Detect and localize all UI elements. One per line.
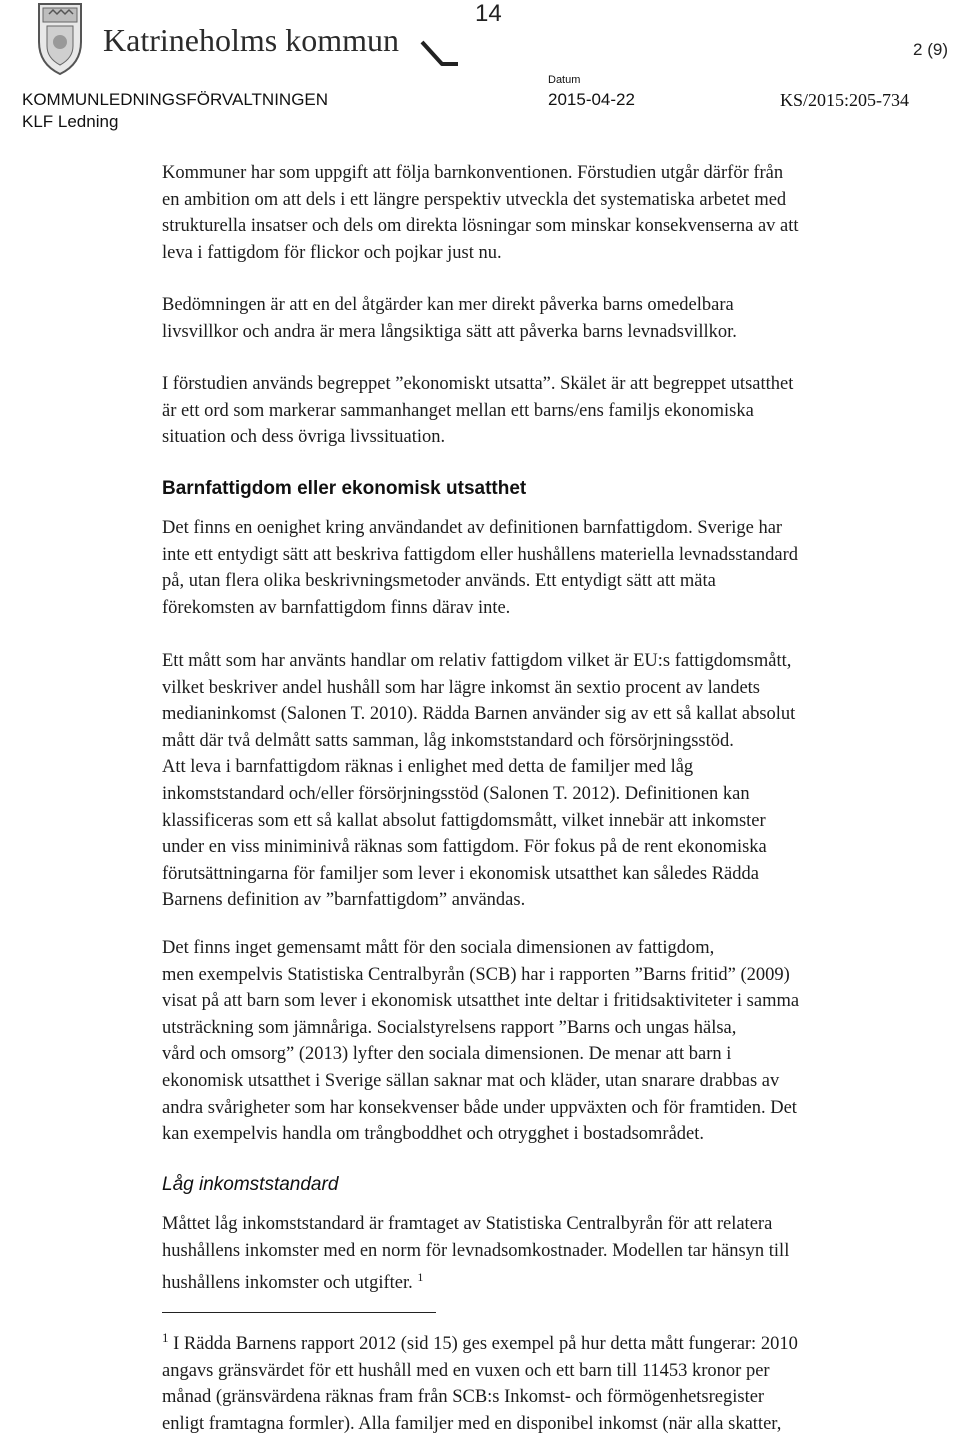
municipal-crest-logo: [33, 2, 87, 76]
footnote: $^1$ I Rädda Barnens rapport 2012 (sid 15) ges exempel på hur detta mått fungerar: 2010 angavs gränsvärdet för ett hushåll med en vuxen och ett barn till 11453 kronor per månad (gränsvärdena räknas fram från SCB:s Inkomst- och förmögenhetsregister enligt framtagna formler). Alla familjer med en disponibel inkomst (när alla skatter,: [162, 1330, 798, 1434]
unit-name: KLF Ledning: [22, 112, 119, 131]
paragraph-3: I förstudien används begreppet ”ekonomiskt utsatta”. Skälet är att begreppet utsatthet är ett ord som markerar sammanhanget mellan ett barns/ens familjs ekonomiska situation och dess övriga livssituation.: [162, 374, 794, 448]
logo-swoosh-icon: [420, 38, 460, 68]
paragraph-6: Det finns inget gemensamt mått för den sociala dimensionen av fattigdom, men exempelvis Statistiska Centralbyrån (SCB) har i rapporten ”Barns fritid” (2009) visat på att barn som lever i ekonomisk utsatthet inte deltar i fritidsaktiviteter i samma utsträckning som jämnåriga. Socialstyrelsens rapport ”Barns och ungas hälsa, vård och omsorg” (2013) lyfter den sociala dimensionen. De menar att barn i ekonomisk utsatthet i Sverige sällan saknar mat och kläder, utan snarare drabbas av andra svårigheter som har konsekvenser både under uppväxten och för framtiden. Det kan exempelvis handla om trångboddhet och otrygghet i bostadsområdet.: [162, 938, 800, 1145]
reference-number: KS/2015:205-734: [780, 90, 910, 110]
footnote-number: 1: [162, 1330, 169, 1345]
paragraph-1: Kommuner har som uppgift att följa barnkonventionen. Förstudien utgår därför från en ambition om att dels i ett längre perspektiv utveckla det systematiska arbetet med strukturella insatser och dels om direkta lösningar som minskar konsekvenserna av att leva i fattigdom för flickor och pojkar just nu.: [162, 163, 799, 263]
paragraph-4: Det finns en oenighet kring användandet av definitionen barnfattigdom. Sverige har inte ett entydigt sätt att beskriva fattigdom eller hushållens materiella levnadsstandard på, utan flera olika beskrivningsmetoder används. Ett entydigt sätt att mäta förekomsten av barnfattigdom finns därav inte.: [162, 518, 799, 618]
date-label: Datum: [548, 74, 581, 86]
footnote-divider: [162, 1312, 436, 1313]
section-heading-lag-inkomststandard: Låg inkomststandard: [162, 1174, 339, 1195]
org-name-logo: Katrineholms kommun: [103, 22, 399, 58]
paragraph-7: Måttet låg inkomststandard är framtaget av Statistiska Centralbyrån för att relatera hushållens inkomster med en norm för levnadsomkostnader. Modellen tar hänsyn till hushållens inkomster och utgifter. $^1$: [162, 1214, 790, 1294]
section-heading-barnfattigdom: Barnfattigdom eller ekonomisk utsatthet: [162, 478, 527, 499]
page-number: 14: [475, 0, 502, 27]
paragraph-5: Ett mått som har använts handlar om relativ fattigdom vilket är EU:s fattigdomsmått, vilket beskriver andel hushåll som har lägre inkomst än sextio procent av landets medianinkomst (Salonen T. 2010). Rädda Barnen använder sig av ett så kallat absolut mått där två delmått satts samman, låg inkomststandard och försörjningsstöd. Att leva i barnfattigdom räknas i enlighet med detta de familjer med låg inkomststandard och/eller försörjningsstöd (Salonen T. 2012). Definitionen kan klassificeras som ett så kallat absolut fattigdomsmått, vilket innebär att inkomster under en viss miniminivå räknas som fattigdom. För fokus på de rent ekonomiska förutsättningarna för familjer som lever i ekonomisk utsatthet kan således Rädda Barnens definition av ”barnfattigdom” användas.: [162, 651, 796, 911]
department-name: KOMMUNLEDNINGSFÖRVALTNINGEN: [22, 90, 329, 109]
document-date: 2015-04-22: [548, 90, 635, 109]
footnote-reference[interactable]: 1: [417, 1270, 424, 1285]
page-of-count: 2 (9): [913, 40, 948, 59]
paragraph-2: Bedömningen är att en del åtgärder kan mer direkt påverka barns omedelbara livsvillkor och andra är mera långsiktiga sätt att påverka barns levnadsvillkor.: [162, 295, 737, 342]
